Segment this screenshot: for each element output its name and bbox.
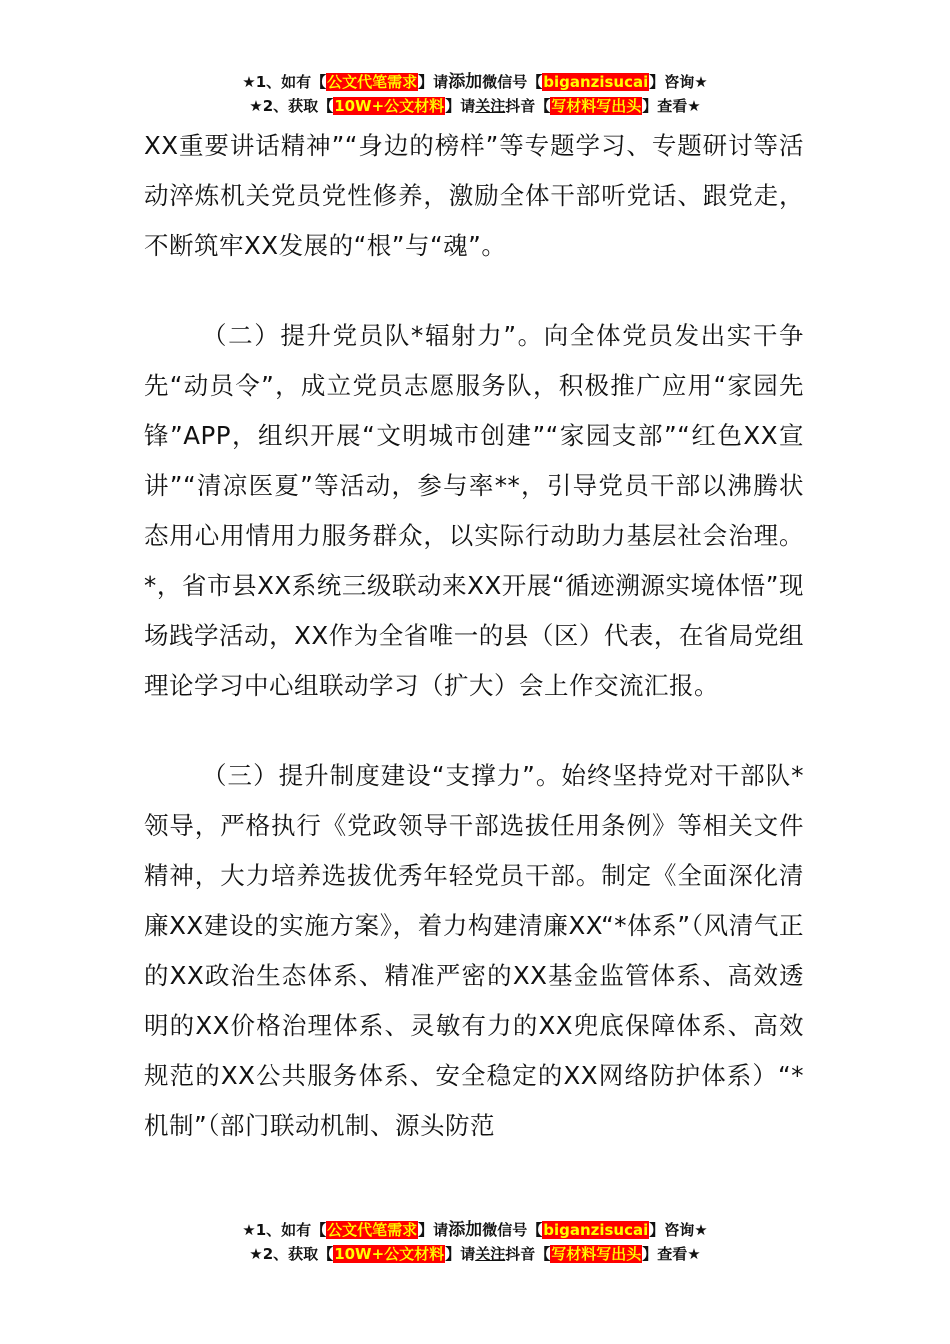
bracket: 】请: [418, 73, 449, 91]
banner-line-1: [0, 70, 950, 94]
banner-text: 抖音: [505, 97, 536, 115]
highlight-douyin: 写材料写出头: [551, 97, 642, 115]
banner-text: 微信号: [482, 1221, 528, 1239]
banner-text: ★2、获取: [249, 1245, 319, 1263]
bracket: 【: [318, 1245, 334, 1263]
highlight-materials: 10W+公文材料: [334, 97, 445, 115]
banner-text: ★1、如有: [242, 73, 312, 91]
bracket: 】请: [445, 1245, 476, 1263]
banner-text: 】咨询★: [649, 1221, 708, 1239]
banner-emphasis: 添加: [448, 1220, 483, 1240]
bracket: 【: [535, 97, 551, 115]
banner-text: 微信号: [482, 73, 528, 91]
bracket: 【: [311, 1221, 327, 1239]
bracket: 【: [527, 73, 543, 91]
banner-text: 】咨询★: [649, 73, 708, 91]
banner-line-2: [0, 1242, 950, 1266]
paragraph-1: XX重要讲话精神”“身边的榜样”等专题学习、专题研讨等活动淬炼机关党员党性修养，激励全体干部听党话、跟党走，不断筑牢XX发展的“根”与“魂”。: [144, 131, 804, 260]
paragraph-3: （三）提升制度建设“支撑力”。始终坚持党对干部队*领导，严格执行《党政领导干部选拔任用条例》等相关文件精神，大力培养选拔优秀年轻党员干部。制定《全面深化清廉XX建设的实施方案》，着力构建清廉XX“*体系”（风清气正的XX政治生态体系、精准严密的XX基金监管体系、高效透明的XX价格治理体系、灵敏有力的XX兜底保障体系、高效规范的XX公共服务体系、安全稳定的XX网络防护体系）“*机制”（部门联动机制、源头防范: [144, 761, 804, 1140]
bracket: 【: [527, 1221, 543, 1239]
paragraph-gap: [144, 711, 804, 751]
banner-text: 抖音: [505, 1245, 536, 1263]
header-banner: [0, 70, 950, 118]
banner-emphasis: 关注: [475, 97, 506, 115]
bracket: 【: [311, 73, 327, 91]
footer-banner: [0, 1218, 950, 1266]
banner-emphasis: 添加: [448, 72, 483, 92]
paragraph-2: （二）提升党员队*辐射力”。向全体党员发出实干争先“动员令”，成立党员志愿服务队，积极推广应用“家园先锋”APP，组织开展“文明城市创建”“家园支部”“红色XX宣讲”“清凉医夏”等活动，参与率**，引导党员干部以沸腾状态用心用情用力服务群众，以实际行动助力基层社会治理。*，省市县XX系统三级联动来XX开展“循迹溯源实境体悟”现场践学活动，XX作为全省唯一的县（区）代表，在省局党组理论学习中心组联动学习（扩大）会上作交流汇报。: [144, 321, 804, 700]
bracket: 】请: [418, 1221, 449, 1239]
paragraph-gap: [144, 271, 804, 311]
highlight-douyin: 写材料写出头: [551, 1245, 642, 1263]
banner-text: ★2、获取: [249, 97, 319, 115]
highlight-service: 公文代笔需求: [327, 73, 418, 91]
banner-text: 】查看★: [642, 97, 701, 115]
bracket: 【: [535, 1245, 551, 1263]
banner-text: 】查看★: [642, 1245, 701, 1263]
highlight-wechat-id: biganzisucai: [543, 1221, 649, 1239]
bracket: 【: [318, 97, 334, 115]
banner-line-1: [0, 1218, 950, 1242]
banner-emphasis: 关注: [475, 1245, 506, 1263]
banner-text: ★1、如有: [242, 1221, 312, 1239]
banner-line-2: [0, 94, 950, 118]
document-body: [144, 121, 804, 1151]
highlight-wechat-id: biganzisucai: [543, 73, 649, 91]
bracket: 】请: [445, 97, 476, 115]
highlight-service: 公文代笔需求: [327, 1221, 418, 1239]
highlight-materials: 10W+公文材料: [334, 1245, 445, 1263]
